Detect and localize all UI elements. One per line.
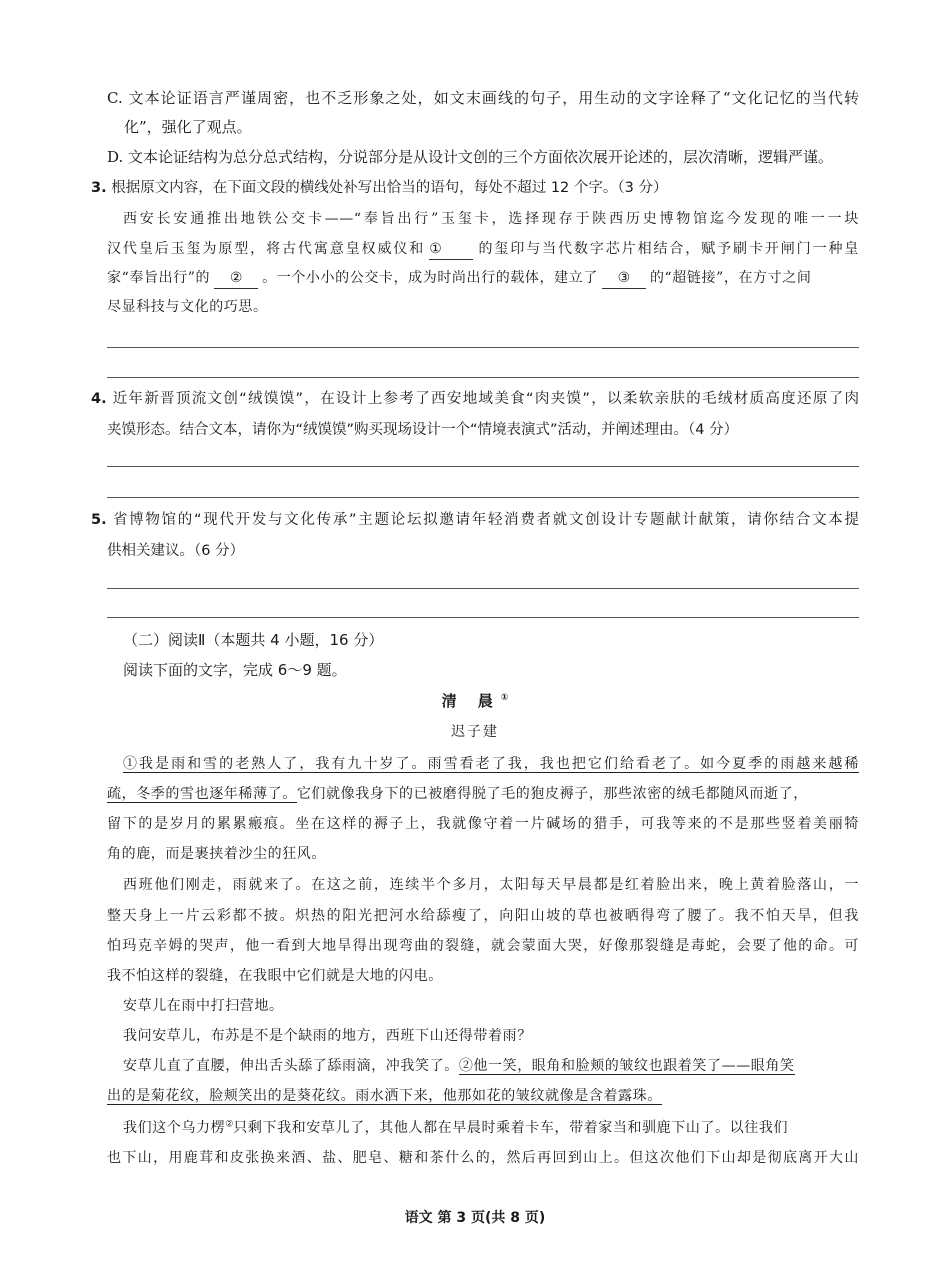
- answer-line[interactable]: [107, 617, 859, 618]
- question-5-line1: [91, 510, 859, 530]
- title-text: 清 晨: [441, 692, 501, 710]
- question-4-line2: 夹馍形态。结合文本，请你为“绒馍馍”购买现场设计一个“情境表演式”活动，并阐述理由。（4 分）: [107, 422, 739, 438]
- para1-line3: 留下的是岁月的累累瘢痕。坐在这样的褥子上，我就像守着一片碱场的猎手，可我等来的不是那些竖着美丽犄: [107, 816, 859, 832]
- question-number: 5.: [91, 512, 107, 528]
- para1-line1: [123, 754, 859, 774]
- text-span: 。一个小小的公交卡，成为时尚出行的载体，建立了: [262, 270, 598, 286]
- footnote-marker: ①: [500, 693, 509, 703]
- question-text: 近年新晋顶流文创“绒馍馍”，在设计上参考了西安地域美食“肉夹馍”，以柔软亲肤的毛绒材质高度还原了肉: [112, 391, 860, 407]
- question-number: 4.: [91, 391, 107, 407]
- para5-line2: [107, 1086, 859, 1106]
- question-5-line2: 供相关建议。（6 分）: [107, 543, 245, 559]
- underlined-sentence: 疏，冬季的雪也逐年稀薄了。: [107, 786, 297, 802]
- question-text: 根据原文内容，在下面文段的横线处补写出恰当的语句，每处不超过 12 个字。（3 分）: [111, 180, 668, 196]
- para3: 安草儿在雨中打扫营地。: [123, 998, 284, 1014]
- text-span: 安草儿直了直腰，伸出舌头舔了舔雨滴，冲我笑了。: [123, 1058, 459, 1074]
- text-span: 只剩下我和安草儿了，其他人都在早晨时乘着卡车，带着家当和驯鹿下山了。以往我们: [233, 1120, 789, 1136]
- text-span: 汉代皇后玉玺为原型，将古代寓意皇权威仪和: [107, 241, 426, 257]
- underlined-sentence: ①我是雨和雪的老熟人了，我有九十岁了。雨雪看老了我，我也把它们给看老了。如今夏季的雨越来越稀: [123, 756, 859, 772]
- q3-passage-line1: 西安长安通推出地铁公交卡——“奉旨出行”玉玺卡，选择现存于陕西历史博物馆迄今发现的唯一一块: [123, 211, 859, 227]
- answer-line[interactable]: [107, 588, 859, 589]
- passage-title: [0, 691, 950, 711]
- question-text: 省博物馆的“现代开发与文化传承”主题论坛拟邀请年轻消费者就文创设计专题献计献策，请你结合文本提: [112, 512, 859, 528]
- section-instruction: 阅读下面的文字，完成 6～9 题。: [123, 661, 347, 679]
- q3-passage-line2: [107, 239, 859, 260]
- answer-line[interactable]: [107, 497, 859, 498]
- underlined-sentence: 出的是菊花纹，脸颊笑出的是葵花纹。雨水洒下来，他那如花的皱纹就像是含着露珠。: [107, 1088, 662, 1104]
- text-span: 我们这个乌力楞: [123, 1120, 226, 1136]
- option-c-line1: C. 文本论证语言严谨周密，也不乏形象之处，如文末画线的句子，用生动的文字诠释了“文化记忆的当代转: [107, 89, 859, 107]
- blank-3: ③: [602, 268, 646, 289]
- text-span: 家“奉旨出行”的: [107, 270, 211, 286]
- footnote-marker: ②: [225, 1119, 234, 1130]
- underlined-sentence: ②他一笑，眼角和脸颊的皱纹也跟着笑了——眼角笑: [458, 1058, 795, 1074]
- para5-line1: [123, 1056, 859, 1076]
- text-span: 的玺印与当代数字芯片相结合，赋予刷卡开闸门一种皇: [477, 241, 860, 257]
- answer-line[interactable]: [107, 377, 859, 378]
- question-number: 3.: [91, 180, 107, 196]
- answer-line[interactable]: [107, 347, 859, 348]
- option-c-line2: 化”，强化了观点。: [124, 118, 252, 136]
- text-span: 的“超链接”，在方寸之间: [649, 270, 812, 286]
- para2-line1: 西班他们刚走，雨就来了。在这之前，连续半个多月，太阳每天早晨都是红着脸出来，晚上黄着脸落山，一: [123, 877, 859, 893]
- para2-line4: 我不怕这样的裂缝，在我眼中它们就是大地的闪电。: [107, 968, 443, 984]
- answer-line[interactable]: [107, 466, 859, 467]
- blank-1: ①: [429, 239, 473, 260]
- para2-line2: 整天身上一片云彩都不披。炽热的阳光把河水给舔瘦了，向阳山坡的草也被晒得弯了腰了。我不怕天旱，但我: [107, 908, 859, 924]
- q3-passage-line3: [107, 268, 859, 289]
- blank-2: ②: [214, 268, 258, 289]
- option-d-line: D. 文本论证结构为总分总式结构，分说部分是从设计文创的三个方面依次展开论述的，层次清晰，逻辑严谨。: [107, 148, 834, 166]
- para4: 我问安草儿，布苏是不是个缺雨的地方，西班下山还得带着雨？: [123, 1028, 532, 1044]
- para6-line1: [123, 1118, 859, 1138]
- passage-author: 迟子建: [451, 724, 499, 740]
- question-4-line1: [91, 389, 859, 409]
- question-3: [91, 178, 859, 198]
- q3-passage-line4: 尽显科技与文化的巧思。: [107, 299, 268, 315]
- para1-line4: 角的鹿，而是裹挟着沙尘的狂风。: [107, 846, 326, 862]
- para1-line2: [107, 784, 859, 804]
- page-footer: 语文 第 3 页(共 8 页): [404, 1210, 546, 1226]
- text-span: 它们就像我身下的已被磨得脱了毛的狍皮褥子，那些浓密的绒毛都随风而逝了，: [296, 786, 808, 802]
- para2-line3: 怕玛克辛姆的哭声，他一看到大地旱得出现弯曲的裂缝，就会蒙面大哭，好像那裂缝是毒蛇，会要了他的命。可: [107, 938, 859, 954]
- section-heading: （二）阅读Ⅱ（本题共 4 小题，16 分）: [123, 631, 384, 649]
- para6-line2: 也下山，用鹿茸和皮张换来酒、盐、肥皂、糖和茶什么的，然后再回到山上。但这次他们下山却是彻底离开大山: [107, 1150, 859, 1166]
